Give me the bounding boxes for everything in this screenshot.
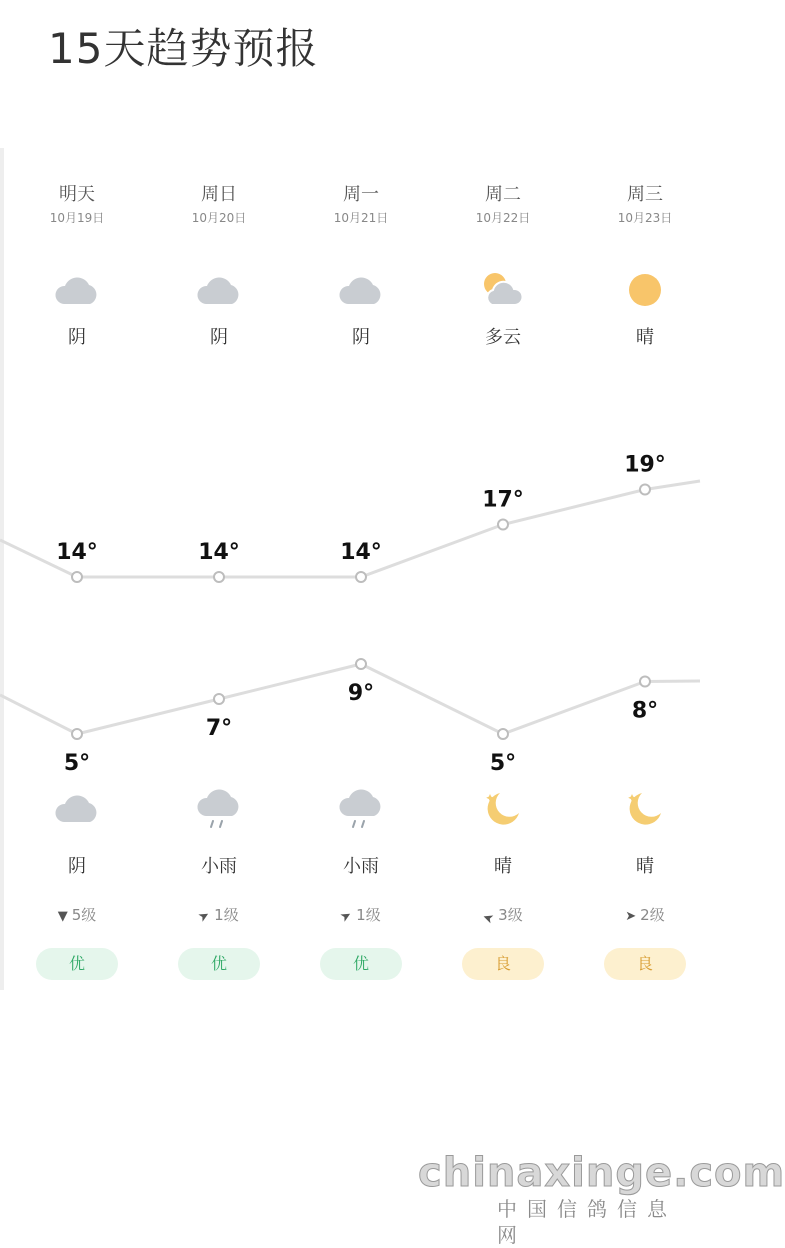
wind-info — [443, 904, 563, 928]
high-temp-point — [356, 572, 366, 582]
day-condition-label: 阴 — [352, 327, 370, 348]
wind-level: 2级 — [640, 906, 665, 924]
night-condition-label: 小雨 — [201, 856, 237, 877]
aqi-badge[interactable]: 优 — [320, 948, 402, 980]
high-temp-label: 17° — [482, 487, 524, 513]
night-condition-label: 阴 — [68, 856, 86, 877]
day-condition-label: 阴 — [68, 327, 86, 348]
light-rain-icon — [194, 786, 244, 834]
day-condition-label: 多云 — [485, 327, 521, 348]
low-temp-point — [356, 659, 366, 669]
low-temp-point — [214, 694, 224, 704]
date-label: 10月20日 — [191, 211, 247, 225]
moon-icon — [620, 788, 670, 828]
high-temp-point — [214, 572, 224, 582]
wind-info — [301, 904, 421, 928]
high-temp-label: 19° — [624, 452, 666, 478]
low-temp-point — [72, 729, 82, 739]
wind-arrow-northeast-icon: ➤ — [337, 907, 355, 926]
previous-day-edge — [0, 148, 4, 990]
wind-arrow-east-icon: ➤ — [625, 909, 637, 924]
high-temp-label: 14° — [56, 540, 98, 565]
night-condition-label: 晴 — [494, 856, 512, 877]
page-title: 15天趋势预报 — [48, 24, 319, 73]
low-temp-point — [640, 677, 650, 687]
aqi-badge[interactable]: 良 — [462, 948, 544, 980]
light-rain-icon — [336, 786, 386, 834]
wind-level: 1级 — [214, 906, 239, 924]
wind-info — [17, 904, 137, 928]
overcast-cloud-icon — [194, 270, 244, 310]
low-temp-label: 7° — [205, 716, 233, 741]
high-temp-point — [72, 572, 82, 582]
high-temp-point — [498, 520, 508, 530]
low-temp-label: 8° — [631, 698, 659, 724]
high-temp-label: 14° — [198, 540, 240, 565]
low-temp-label: 5° — [63, 751, 91, 776]
day-label[interactable]: 周三 — [627, 184, 663, 205]
aqi-badge[interactable]: 良 — [604, 948, 686, 980]
day-label[interactable]: 周一 — [343, 184, 379, 205]
low-temp-label: 9° — [347, 681, 375, 706]
partly-cloudy-icon — [478, 270, 528, 310]
wind-level: 5级 — [71, 906, 97, 924]
high-temp-label: 14° — [340, 540, 382, 565]
day-label[interactable]: 周日 — [201, 184, 237, 205]
wind-arrow-northeast-icon: ➤ — [195, 907, 213, 926]
aqi-badge[interactable]: 优 — [178, 948, 260, 980]
night-condition-label: 晴 — [636, 856, 654, 877]
date-label: 10月22日 — [475, 211, 531, 225]
wind-level: 1级 — [356, 906, 381, 924]
day-condition-label: 阴 — [210, 327, 228, 348]
date-label: 10月19日 — [49, 211, 105, 225]
date-label: 10月21日 — [333, 211, 389, 225]
wind-level: 3级 — [498, 906, 523, 924]
wind-info — [159, 904, 279, 928]
moon-icon — [478, 788, 528, 828]
aqi-badge[interactable]: 优 — [36, 948, 118, 980]
high-temp-point — [640, 485, 650, 495]
day-label[interactable]: 明天 — [59, 184, 95, 205]
overcast-cloud-icon — [336, 270, 386, 310]
day-label[interactable]: 周二 — [485, 184, 521, 205]
low-temp-line — [0, 664, 700, 734]
night-condition-label: 小雨 — [343, 856, 379, 877]
day-condition-label: 晴 — [636, 327, 654, 348]
watermark-logo: chinaxinge.com — [418, 1150, 785, 1196]
high-temp-line — [0, 481, 700, 577]
low-temp-point — [498, 729, 508, 739]
overcast-cloud-icon — [52, 270, 102, 310]
low-temp-label: 5° — [489, 751, 517, 776]
date-label: 10月23日 — [617, 211, 673, 225]
wind-arrow-southwest-icon: ➤ — [480, 908, 497, 927]
watermark-subtitle: 中国信鸽信息网 — [497, 1197, 677, 1247]
wind-arrow-down-icon: ▼ — [57, 909, 68, 924]
overcast-cloud-icon — [52, 788, 102, 828]
wind-info — [585, 904, 705, 928]
sun-icon — [620, 270, 670, 310]
